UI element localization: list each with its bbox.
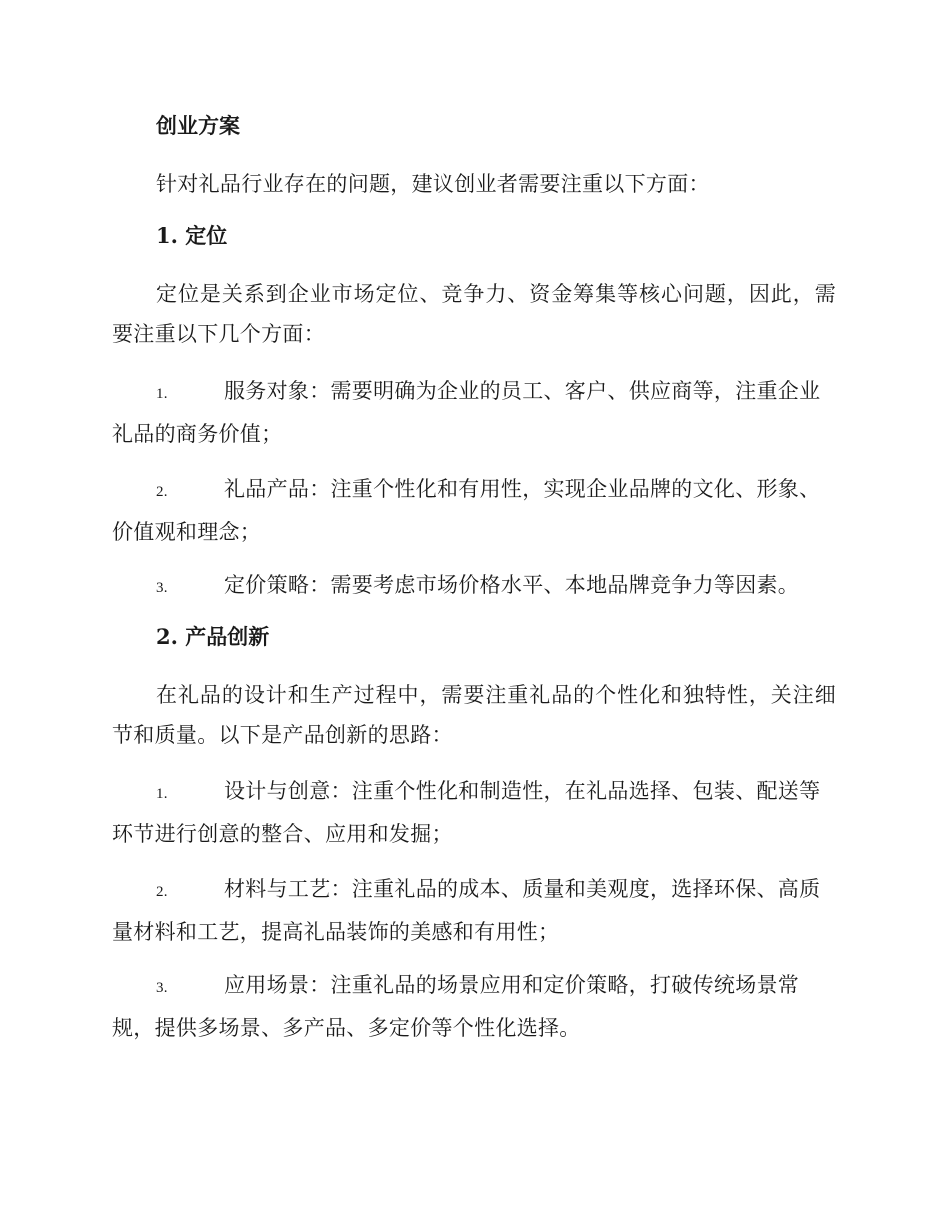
section-2-list-item <box>112 771 836 854</box>
list-item-text: 应用场景：注重礼品的场景应用和定价策略，打破传统场景常规，提供多场景、多产品、多定价等个性化选择。 <box>112 973 800 1040</box>
section-2-list-item <box>112 869 836 952</box>
list-item-number: 1. <box>156 386 168 402</box>
section-2-heading: 2. 产品创新 <box>156 624 270 649</box>
section-1-list-item <box>112 469 836 552</box>
list-item-text: 服务对象：需要明确为企业的员工、客户、供应商等，注重企业礼品的商务价值； <box>112 379 821 446</box>
section-1-paragraph: 定位是关系到企业市场定位、竞争力、资金筹集等核心问题，因此，需要注重以下几个方面： <box>112 282 836 346</box>
list-item-text: 设计与创意：注重个性化和制造性，在礼品选择、包装、配送等环节进行创意的整合、应用和发掘； <box>112 779 821 846</box>
list-item-text: 定价策略：需要考虑市场价格水平、本地品牌竞争力等因素。 <box>224 573 800 597</box>
section-2-list-item <box>112 965 836 1048</box>
section-1-heading: 1. 定位 <box>156 223 228 248</box>
section-2-paragraph: 在礼品的设计和生产过程中，需要注重礼品的个性化和独特性，关注细节和质量。以下是产品创新的思路： <box>112 683 836 747</box>
list-item-number: 2. <box>156 484 168 500</box>
list-item-text: 礼品产品：注重个性化和有用性，实现企业品牌的文化、形象、价值观和理念； <box>112 477 821 544</box>
list-item-number: 3. <box>156 580 168 596</box>
section-1-list-item <box>112 371 836 454</box>
list-item-number: 3. <box>156 980 168 996</box>
intro-paragraph: 针对礼品行业存在的问题，建议创业者需要注重以下方面： <box>156 172 710 196</box>
list-item-number: 1. <box>156 786 168 802</box>
section-1-list-item <box>112 565 836 608</box>
document-title: 创业方案 <box>156 113 240 138</box>
list-item-number: 2. <box>156 884 168 900</box>
list-item-text: 材料与工艺：注重礼品的成本、质量和美观度，选择环保、高质量材料和工艺，提高礼品装饰的美感和有用性； <box>112 877 821 944</box>
